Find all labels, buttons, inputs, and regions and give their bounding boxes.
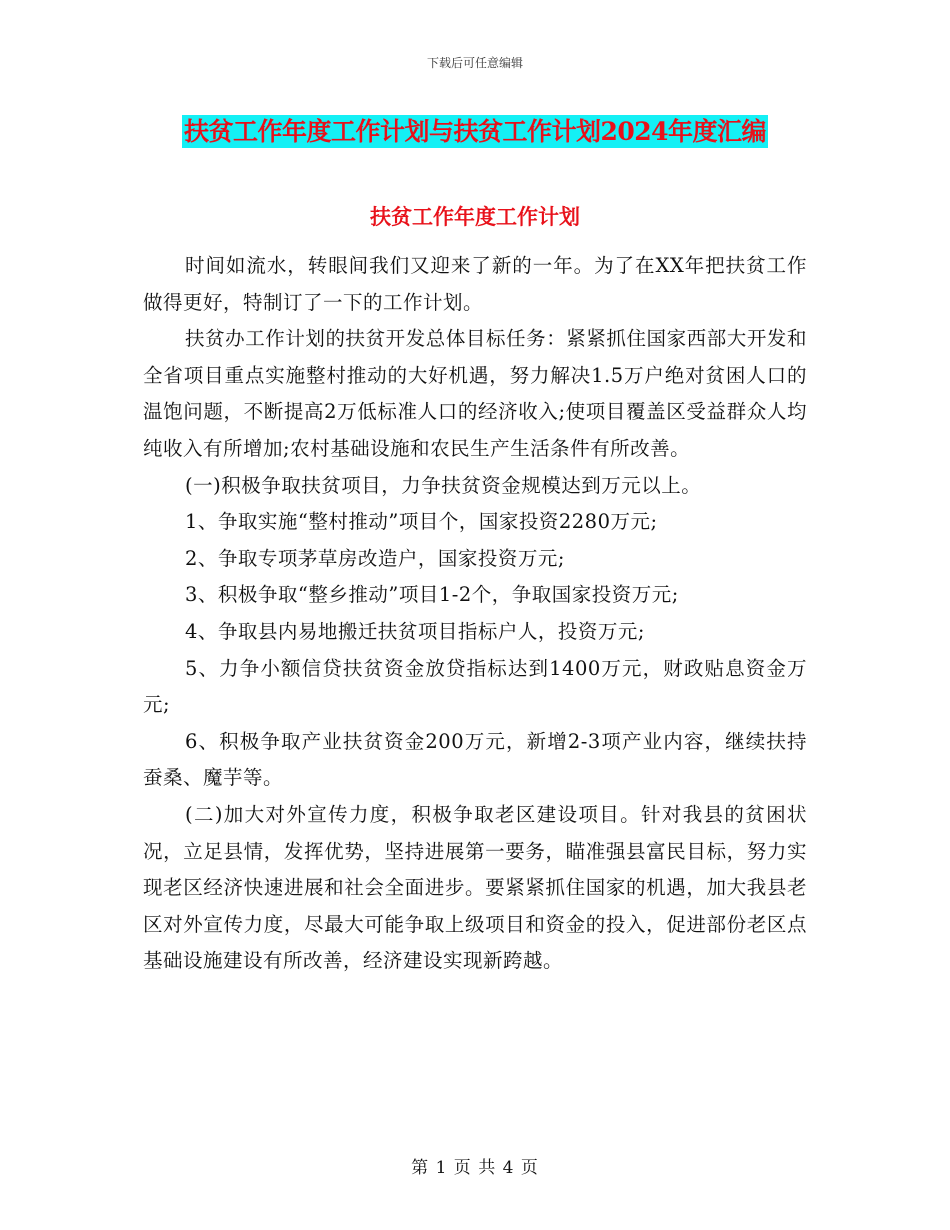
paragraph: 4、争取县内易地搬迁扶贫项目指标户人，投资万元; <box>185 619 645 643</box>
paragraph: 扶贫办工作计划的扶贫开发总体目标任务：紧紧抓住国家西部大开发和全省项目重点实施整村推动的大好机遇，努力解决1.5万户绝对贫困人口的温饱问题，不断提高2万低标准人口的经济收入;使项目覆盖区受益群众人均纯收入有所增加;农村基础设施和农民生产生活条件有所改善。 <box>143 327 807 460</box>
page-number: 第 1 页 共 4 页 <box>411 1158 539 1178</box>
paragraph: 6、积极争取产业扶贫资金200万元，新增2-3项产业内容，继续扶持蚕桑、魔芋等。 <box>143 729 807 790</box>
document-title <box>0 112 950 148</box>
paragraph: (二)加大对外宣传力度，积极争取老区建设项目。针对我县的贫困状况，立足县情，发挥优势，坚持进展第一要务，瞄准强县富民目标，努力实现老区经济快速进展和社会全面进步。要紧紧抓住国家的机遇，加大我县老区对外宣传力度，尽最大可能争取上级项目和资金的投入，促进部份老区点基础设施建设有所改善，经济建设实现新跨越。 <box>143 802 807 973</box>
paragraph: 时间如流水，转眼间我们又迎来了新的一年。为了在XX年把扶贫工作做得更好，特制订了一下的工作计划。 <box>143 254 807 314</box>
body-text <box>143 248 807 980</box>
header-note: 下载后可任意编辑 <box>426 56 523 70</box>
document-title-text: 扶贫工作年度工作计划与扶贫工作计划2024年度汇编 <box>183 117 767 146</box>
paragraph: 5、力争小额信贷扶贫资金放贷指标达到1400万元，财政贴息资金万元; <box>143 656 807 717</box>
paragraph: 3、积极争取“整乡推动”项目1-2个，争取国家投资万元; <box>185 583 679 607</box>
paragraph: (一)积极争取扶贫项目，力争扶贫资金规模达到万元以上。 <box>185 473 702 497</box>
paragraph: 1、争取实施“整村推动”项目个，国家投资2280万元; <box>185 510 658 534</box>
section-title: 扶贫工作年度工作计划 <box>370 204 580 229</box>
paragraph: 2、争取专项茅草房改造户，国家投资万元; <box>185 546 565 570</box>
